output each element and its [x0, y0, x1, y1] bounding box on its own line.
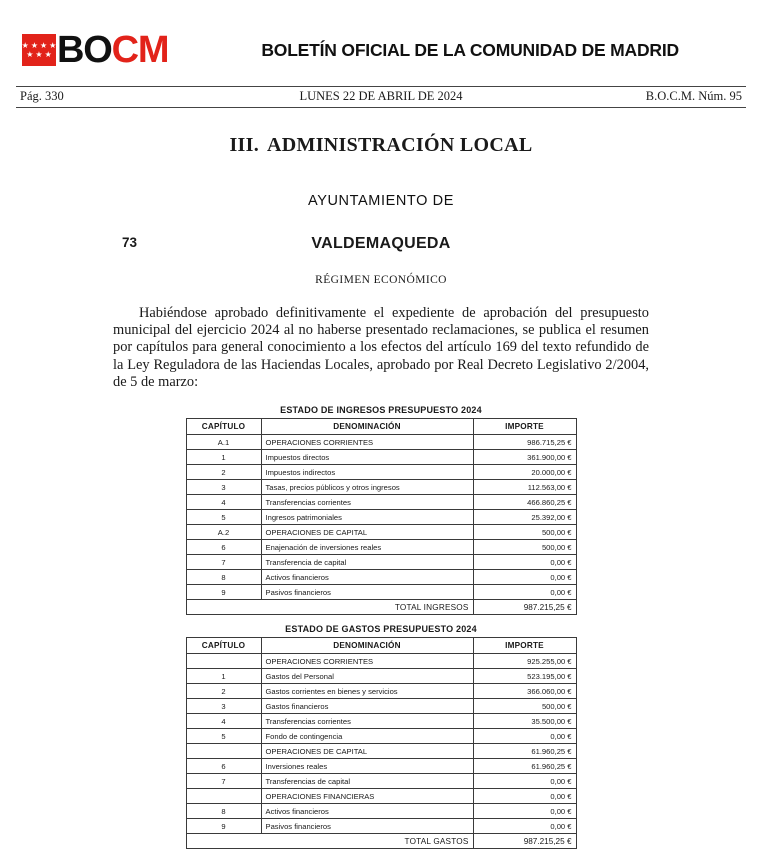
cell-capitulo: [186, 789, 261, 804]
income-table-head: [186, 419, 576, 435]
cell-denominacion: Enajenación de inversiones reales: [261, 540, 473, 555]
cell-importe: 361.900,00 €: [473, 450, 576, 465]
income-total-label: TOTAL INGRESOS: [186, 600, 473, 615]
income-col-denominacion: DENOMINACIÓN: [261, 419, 473, 435]
table-row: [186, 744, 576, 759]
cell-denominacion: Gastos financieros: [261, 699, 473, 714]
cell-denominacion: Activos financieros: [261, 570, 473, 585]
star-row-bottom: ★ ★ ★: [26, 50, 52, 59]
cell-capitulo: 7: [186, 555, 261, 570]
cell-denominacion: Gastos del Personal: [261, 669, 473, 684]
expense-total-value: 987.215,25 €: [473, 834, 576, 849]
table-row: [186, 540, 576, 555]
entity-row: [0, 235, 762, 257]
income-col-capitulo: CAPÍTULO: [186, 419, 261, 435]
cell-denominacion: OPERACIONES DE CAPITAL: [261, 525, 473, 540]
cell-capitulo: 3: [186, 699, 261, 714]
cell-denominacion: Transferencias de capital: [261, 774, 473, 789]
expense-total-label: TOTAL GASTOS: [186, 834, 473, 849]
cell-importe: 0,00 €: [473, 570, 576, 585]
cell-importe: 925.255,00 €: [473, 654, 576, 669]
cell-denominacion: OPERACIONES CORRIENTES: [261, 435, 473, 450]
masthead-title: BOLETÍN OFICIAL DE LA COMUNIDAD DE MADRID: [261, 39, 679, 60]
cell-importe: 0,00 €: [473, 819, 576, 834]
cell-denominacion: Transferencias corrientes: [261, 495, 473, 510]
cell-capitulo: 9: [186, 585, 261, 600]
issue-number: B.O.C.M. Núm. 95: [645, 89, 742, 103]
table-row: [186, 684, 576, 699]
table-row: [186, 714, 576, 729]
expense-table-body: [186, 654, 576, 834]
cell-capitulo: [186, 654, 261, 669]
cell-importe: 61.960,25 €: [473, 744, 576, 759]
cell-capitulo: 1: [186, 450, 261, 465]
cell-capitulo: 8: [186, 804, 261, 819]
cell-importe: 500,00 €: [473, 540, 576, 555]
table-row: [186, 819, 576, 834]
body-paragraph: Habiéndose aprobado definitivamente el expediente de aprobación del presupuesto municipal del ejercicio 2024 al no haberse presentado reclamaciones, se publica el resumen por capítulos para general conocimiento a los efectos del artículo 169 del texto refundido de la Ley Reguladora de las Haciendas Locales, aprobado por Real Decreto Legislativo 2/2004, de 5 de marzo:: [113, 305, 649, 390]
cell-capitulo: [186, 744, 261, 759]
cell-capitulo: 6: [186, 759, 261, 774]
section-title: [0, 134, 762, 157]
cell-capitulo: 9: [186, 819, 261, 834]
table-row: [186, 774, 576, 789]
cell-capitulo: 3: [186, 480, 261, 495]
table-row: [186, 585, 576, 600]
income-header-row: [186, 419, 576, 435]
entity-sequence-number: 73: [122, 235, 138, 250]
star-row-top: ★ ★ ★ ★: [21, 41, 57, 50]
expense-header-row: [186, 638, 576, 654]
cell-importe: 0,00 €: [473, 804, 576, 819]
table-row: [186, 435, 576, 450]
cell-denominacion: Gastos corrientes en bienes y servicios: [261, 684, 473, 699]
table-row: [186, 654, 576, 669]
table-row: [186, 789, 576, 804]
cell-importe: 0,00 €: [473, 585, 576, 600]
cell-importe: 35.500,00 €: [473, 714, 576, 729]
publication-date: LUNES 22 DE ABRIL DE 2024: [299, 89, 463, 103]
cell-denominacion: Pasivos financieros: [261, 819, 473, 834]
cell-importe: 500,00 €: [473, 699, 576, 714]
expense-col-capitulo: CAPÍTULO: [186, 638, 261, 654]
cell-denominacion: OPERACIONES FINANCIERAS: [261, 789, 473, 804]
cell-importe: 986.715,25 €: [473, 435, 576, 450]
cell-importe: 0,00 €: [473, 774, 576, 789]
cell-capitulo: 4: [186, 495, 261, 510]
table-row: [186, 450, 576, 465]
table-row: [186, 555, 576, 570]
organization-kind: AYUNTAMIENTO DE: [308, 193, 454, 209]
entity-name: VALDEMAQUEDA: [311, 235, 451, 252]
income-col-importe: IMPORTE: [473, 419, 576, 435]
cell-capitulo: 8: [186, 570, 261, 585]
cell-capitulo: A.2: [186, 525, 261, 540]
logo-text-cm: CM: [111, 29, 169, 71]
table-row: [186, 465, 576, 480]
cell-capitulo: 4: [186, 714, 261, 729]
madrid-flag-icon: [22, 34, 56, 66]
cell-denominacion: Activos financieros: [261, 804, 473, 819]
table-row: [186, 759, 576, 774]
expense-table-caption: ESTADO DE GASTOS PRESUPUESTO 2024: [285, 624, 477, 635]
cell-importe: 466.860,25 €: [473, 495, 576, 510]
expense-col-denominacion: DENOMINACIÓN: [261, 638, 473, 654]
cell-capitulo: 6: [186, 540, 261, 555]
income-total-row: [186, 600, 576, 615]
cell-importe: 25.392,00 €: [473, 510, 576, 525]
income-table-caption: ESTADO DE INGRESOS PRESUPUESTO 2024: [280, 405, 482, 416]
cell-capitulo: 2: [186, 684, 261, 699]
cell-capitulo: 5: [186, 729, 261, 744]
expense-table-head: [186, 638, 576, 654]
bocm-logo: [21, 29, 169, 71]
document-subheading: RÉGIMEN ECONÓMICO: [315, 274, 447, 286]
section-title-text: ADMINISTRACIÓN LOCAL: [267, 134, 533, 156]
cell-denominacion: Inversiones reales: [261, 759, 473, 774]
table-row: [186, 495, 576, 510]
section-numeral: III.: [229, 134, 260, 156]
expense-table: [186, 637, 577, 849]
table-row: [186, 570, 576, 585]
expense-total-row: [186, 834, 576, 849]
cell-denominacion: Transferencias corrientes: [261, 714, 473, 729]
cell-capitulo: 2: [186, 465, 261, 480]
cell-importe: 112.563,00 €: [473, 480, 576, 495]
cell-denominacion: Transferencia de capital: [261, 555, 473, 570]
cell-denominacion: Impuestos indirectos: [261, 465, 473, 480]
table-row: [186, 510, 576, 525]
cell-importe: 523.195,00 €: [473, 669, 576, 684]
cell-denominacion: Impuestos directos: [261, 450, 473, 465]
cell-denominacion: OPERACIONES CORRIENTES: [261, 654, 473, 669]
cell-denominacion: Ingresos patrimoniales: [261, 510, 473, 525]
table-row: [186, 669, 576, 684]
running-head: [16, 86, 746, 108]
cell-importe: 500,00 €: [473, 525, 576, 540]
table-row: [186, 729, 576, 744]
table-row: [186, 480, 576, 495]
cell-importe: 366.060,00 €: [473, 684, 576, 699]
cell-capitulo: A.1: [186, 435, 261, 450]
cell-denominacion: OPERACIONES DE CAPITAL: [261, 744, 473, 759]
table-row: [186, 525, 576, 540]
cell-importe: 61.960,25 €: [473, 759, 576, 774]
income-table: [186, 418, 577, 615]
expense-col-importe: IMPORTE: [473, 638, 576, 654]
cell-importe: 0,00 €: [473, 729, 576, 744]
cell-importe: 20.000,00 €: [473, 465, 576, 480]
income-total-value: 987.215,25 €: [473, 600, 576, 615]
expense-table-foot: [186, 834, 576, 849]
income-table-foot: [186, 600, 576, 615]
cell-capitulo: 7: [186, 774, 261, 789]
logo-text-bo: BO: [57, 29, 112, 71]
income-table-body: [186, 435, 576, 600]
cell-capitulo: 5: [186, 510, 261, 525]
table-row: [186, 699, 576, 714]
cell-denominacion: Fondo de contingencia: [261, 729, 473, 744]
cell-importe: 0,00 €: [473, 789, 576, 804]
table-row: [186, 804, 576, 819]
cell-capitulo: 1: [186, 669, 261, 684]
page-number-label: Pág. 330: [20, 89, 64, 103]
cell-denominacion: Pasivos financieros: [261, 585, 473, 600]
cell-importe: 0,00 €: [473, 555, 576, 570]
logo-wordmark: [57, 29, 169, 71]
cell-denominacion: Tasas, precios públicos y otros ingresos: [261, 480, 473, 495]
masthead: [0, 0, 762, 74]
